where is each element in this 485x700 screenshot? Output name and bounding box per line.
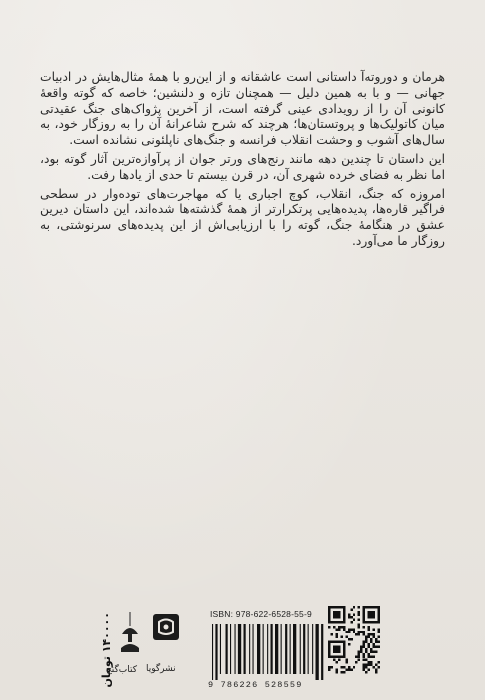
price-tag — [86, 612, 113, 688]
barcode-number: 9 786226 528559 — [208, 680, 303, 690]
barcode-bar — [226, 624, 228, 674]
barcode-bar — [285, 624, 287, 674]
barcode-bar — [215, 624, 217, 680]
paragraph-1: هرمان و دوروته‌آ داستانی است عاشقانه و از این‌رو با همهٔ مثال‌هایش در ادبیات جهانی — و با به همین دلیل — همچنان تازه و دلنشین؛ خاصه که گوته واقعهٔ کانونی آن را از رویدادی عینی گرفته است، از آخرین پژواک‌های جنگ عقیدتی میان کاتولیک‌ها و پروتستان‌ها؛ هرچند که شرح شاعرانهٔ آن را به روزگار خود، به سال‌های آشوب و وحشت انقلاب فرانسه و جنگ‌های ناپلئونی نشانده است. — [40, 70, 445, 148]
barcode-bar — [244, 624, 246, 674]
barcode-bar — [293, 624, 296, 674]
barcode-bar — [290, 624, 291, 674]
barcode-bar — [281, 624, 282, 674]
barcode-bar — [321, 624, 323, 680]
barcode-bar — [257, 624, 260, 674]
synopsis-text — [40, 70, 445, 253]
barcode-bar — [253, 624, 254, 674]
isbn-label: ISBN: 978-622-6528-55-9 — [210, 609, 312, 619]
barcode-bar — [312, 624, 313, 674]
barcode-bar — [235, 624, 236, 674]
barcode-bar — [271, 624, 273, 674]
barcode-bar — [275, 624, 278, 674]
barcode-bar — [230, 624, 231, 674]
barcode-bar — [263, 624, 264, 674]
barcode-bar — [238, 624, 241, 674]
qr-code-lower — [328, 658, 380, 674]
barcode-bar — [212, 624, 213, 680]
price-text: ۱۴۰۰۰۰ تومان — [100, 612, 113, 688]
barcode-bar — [303, 624, 305, 674]
barcode-bar — [220, 624, 221, 674]
barcode-bar — [267, 624, 268, 674]
barcode-bar — [316, 624, 319, 680]
qr-code — [328, 606, 380, 658]
goya-logo-icon — [153, 614, 179, 640]
barcode-bar — [249, 624, 250, 674]
barcode-bar — [300, 624, 301, 674]
ganj-publisher-label: کتاب‌گنج — [106, 665, 138, 675]
paragraph-3: امروزه که جنگ، انقلاب، کوچ اجباری یا که مهاجرت‌های توده‌وار در سطحی فراگیر قاره‌ها، پدیده‌هایی پرتکرارتر از همهٔ گذشته‌ها شده‌اند، این داستان دیرین عشق در هنگامهٔ جنگ، گوته را با ارزیابی‌اش از این پدیده‌های سرنوشتی، به روزگار ما می‌آورد. — [40, 186, 445, 248]
lamp-logo-icon — [118, 612, 142, 660]
paragraph-2: این داستان تا چندین دهه مانند رنج‌های ورتر جوان از پرآوازه‌ترین آثار گوته بود، اما نظر به فضای خرده شهری آن، در قرن بیستم تا حدی از یادها رفت. — [40, 151, 445, 182]
barcode-bar — [308, 624, 309, 674]
goya-publisher-label: نشرگویا — [146, 664, 176, 674]
